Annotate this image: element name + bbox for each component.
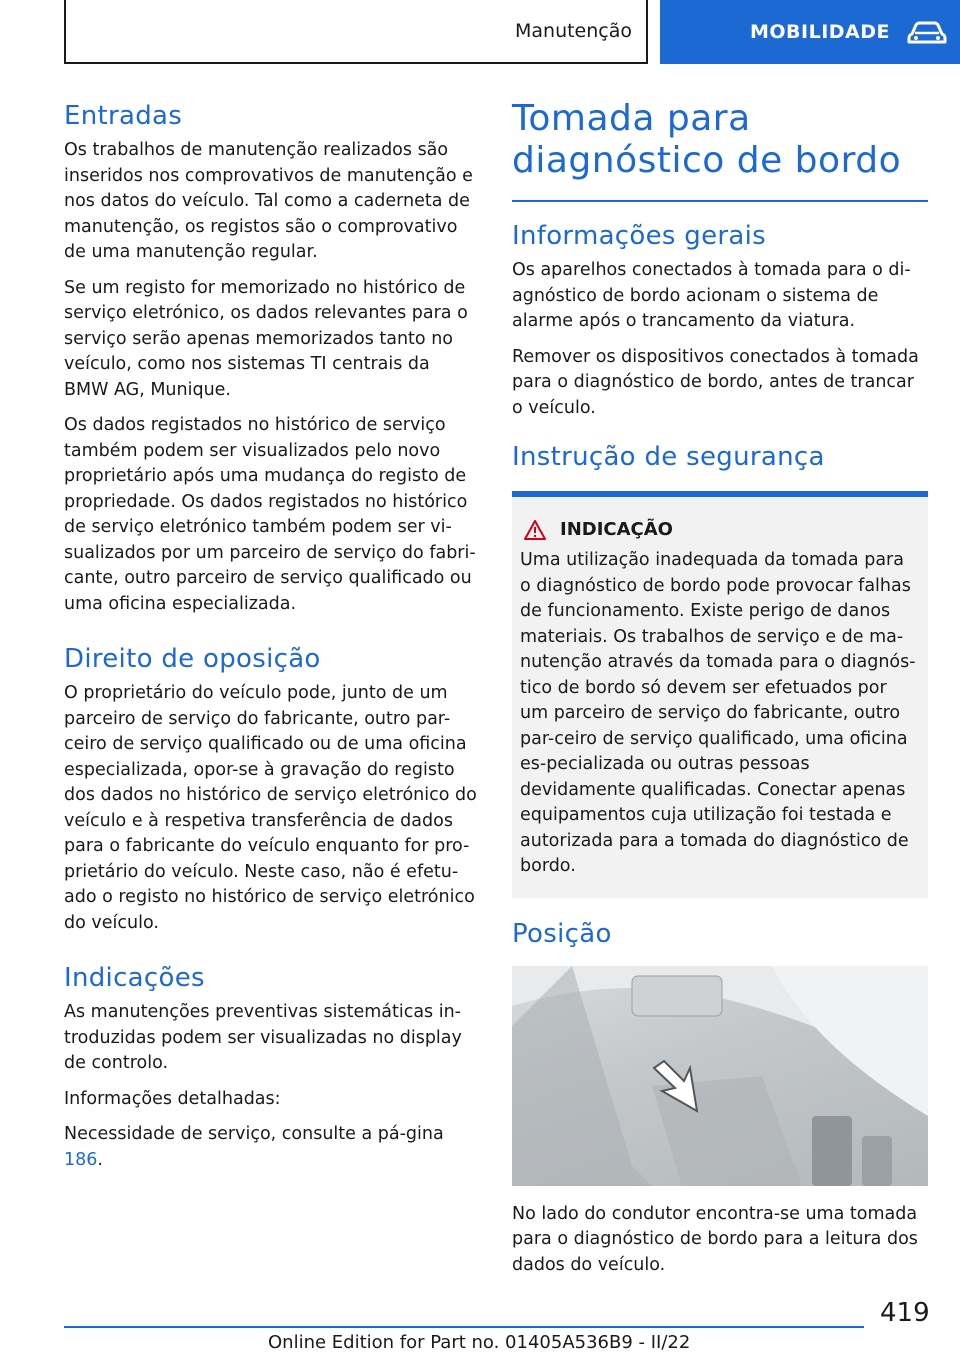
paragraph: Se um registo for memorizado no histórico de serviço eletrónico, os dados relevantes para o serviço serão apenas memorizados tanto no veículo, como nos sistemas TI centrais da BMW AG, Munique.: [64, 277, 468, 400]
reference-text: Necessidade de serviço, consulte a pá-gina: [64, 1124, 444, 1144]
chapter-title: Tomada para diagnóstico de bordo: [512, 98, 902, 181]
header-chapter-box: [660, 0, 960, 64]
footer-edition: Online Edition for Part no. 01405A536B9 - II/22: [268, 1332, 691, 1353]
left-column: [64, 98, 478, 1183]
header-section-box: [64, 0, 648, 64]
paragraph: Os aparelhos conectados à tomada para o di-agnóstico de bordo acionam o sistema de alarme após o trancamento da viatura.: [512, 260, 911, 331]
heading-informacoes-gerais: Informações gerais: [512, 221, 766, 251]
right-column: [512, 98, 928, 1288]
obd-socket-location-photo: [512, 966, 928, 1186]
warning-header: [520, 519, 920, 540]
paragraph: As manutenções preventivas sistemáticas in-troduzidas podem ser visualizadas no display de controlo.: [64, 1002, 462, 1073]
heading-entradas: Entradas: [64, 101, 183, 131]
paragraph: Remover os dispositivos conectados à tomada para o diagnóstico de bordo, antes de trancar o veículo.: [512, 346, 919, 418]
warning-text: Uma utilização inadequada da tomada para o diagnóstico de bordo pode provocar falhas de funcionamento. Existe perigo de danos materiais. Os trabalhos de serviço e de ma-nutenção através da tomada para o diagnós-tico de bordo só devem ser efetuados por um parceiro de serviço do fabricante, outro par-ceiro de serviço qualificado, uma oficina es-pecializada ou outras pessoas devidamente qualificadas. Conectar apenas equipamentos cuja utilização foi testada e autorizada para a tomada do diagnóstico de bordo.: [520, 550, 916, 876]
paragraph: Informações detalhadas:: [64, 1088, 281, 1109]
paragraph: Os dados registados no histórico de serviço também podem ser visualizados pelo novo proprietário após uma mudança do registo de propriedade. Os dados registados no histórico de serviço eletrónico também podem ser vi-sualizados por um parceiro de serviço do fabri-cante, outro parceiro de serviço qualificado ou uma oficina especializada.: [64, 415, 476, 614]
header-section-title: Manutenção: [514, 20, 632, 42]
paragraph: No lado do condutor encontra-se uma tomada para o diagnóstico de bordo para a leitura dos dados do veículo.: [512, 1203, 918, 1275]
footer-divider: [64, 1326, 864, 1328]
page-number: 419: [880, 1298, 930, 1328]
heading-direito-oposicao: Direito de oposição: [64, 644, 321, 674]
warning-title: INDICAÇÃO: [560, 519, 673, 540]
paragraph: O proprietário do veículo pode, junto de um parceiro de serviço do fabricante, outro par-ceiro de serviço qualificado ou de uma oficina especializada, opor-se à gravação do registo dos dados no histórico de serviço eletrónico do veículo e à respetiva transferência de dados para o fabricante do veículo enquanto for pro-prietário do veículo. Neste caso, não é efetu-ado o registo no histórico de serviço eletrónico do veículo.: [64, 683, 477, 933]
heading-posicao: Posição: [512, 918, 612, 949]
reference-suffix: .: [97, 1149, 103, 1170]
warning-icon: [524, 520, 546, 540]
car-icon: [906, 18, 948, 46]
paragraph-page-reference: [64, 1122, 478, 1173]
header-chapter-title: MOBILIDADE: [750, 21, 891, 43]
page-link[interactable]: 186: [64, 1149, 98, 1170]
warning-box: [512, 491, 928, 898]
title-divider: [512, 200, 928, 202]
paragraph: Os trabalhos de manutenção realizados são inseridos nos comprovativos de manutenção e nos datos do veículo. Tal como a caderneta de manutenção, os registos são o comprovativo de uma manutenção regular.: [64, 140, 473, 262]
heading-instrucao-seguranca: Instrução de segurança: [512, 442, 825, 472]
heading-indicacoes: Indicações: [64, 963, 205, 993]
